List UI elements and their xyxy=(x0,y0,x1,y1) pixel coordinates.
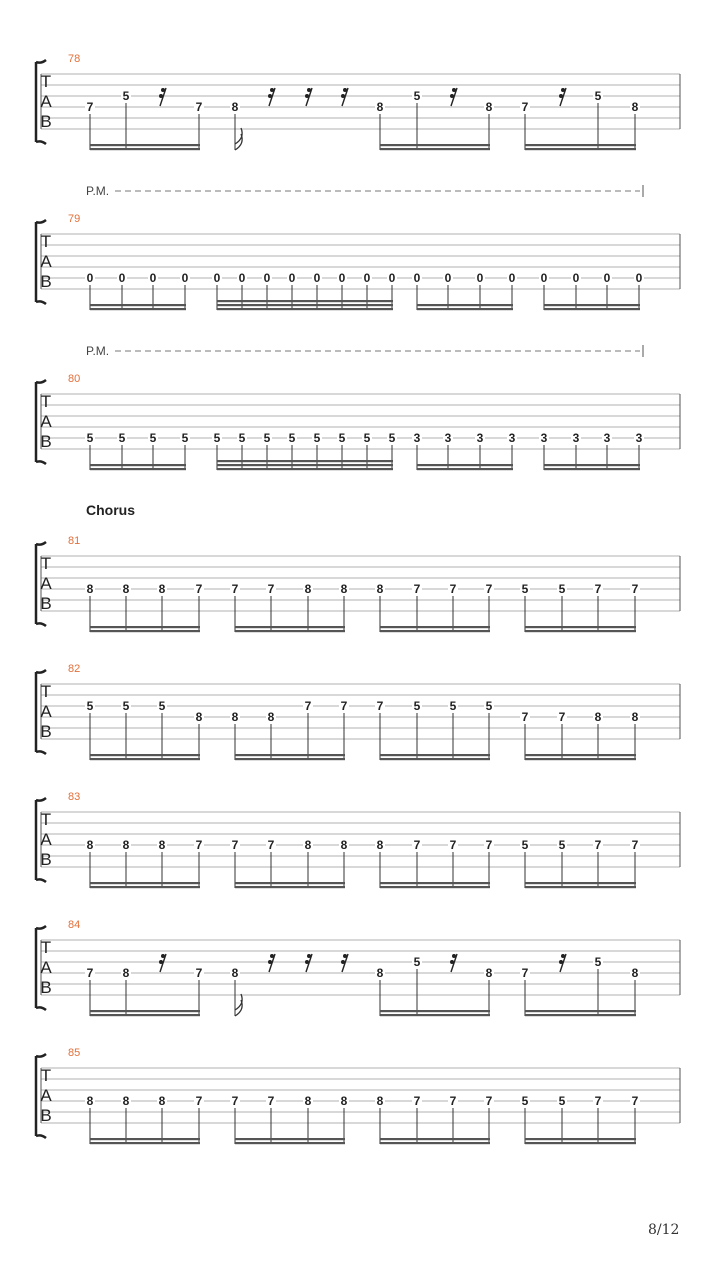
beam xyxy=(90,148,200,150)
bar-number: 79 xyxy=(68,213,81,225)
fret-number: 5 xyxy=(313,431,321,445)
palm-mute-label: P.M. xyxy=(86,184,110,198)
beam xyxy=(417,304,513,306)
fret-number: 0 xyxy=(444,271,452,285)
fret-number: 0 xyxy=(181,271,189,285)
fret-number: 3 xyxy=(540,431,548,445)
tab-clef-letter: T xyxy=(40,232,52,251)
fret-number: 0 xyxy=(313,271,321,285)
fret-number: 8 xyxy=(158,1094,166,1108)
fret-number: 5 xyxy=(521,582,529,596)
beam xyxy=(525,630,636,632)
fret-number: 7 xyxy=(195,966,203,980)
beam xyxy=(525,1142,636,1144)
beam xyxy=(525,886,636,888)
fret-number: 7 xyxy=(195,582,203,596)
fret-number: 0 xyxy=(388,271,396,285)
beam xyxy=(380,144,490,146)
fret-number: 7 xyxy=(413,838,421,852)
fret-number: 8 xyxy=(86,582,94,596)
palm-mute-label: P.M. xyxy=(86,344,110,358)
tab-clef-letter: T xyxy=(40,72,52,91)
note-flag xyxy=(235,994,242,1016)
fret-number: 8 xyxy=(340,838,348,852)
tab-clef-letter: A xyxy=(40,574,52,593)
fret-number: 8 xyxy=(86,838,94,852)
fret-number: 0 xyxy=(263,271,271,285)
fret-number: 7 xyxy=(521,100,529,114)
beam xyxy=(525,758,636,760)
sixteenth-rest xyxy=(159,954,166,972)
tab-clef-letter: A xyxy=(40,830,52,849)
fret-number: 5 xyxy=(122,699,130,713)
fret-number: 3 xyxy=(635,431,643,445)
beam xyxy=(90,754,200,756)
beam xyxy=(380,630,490,632)
fret-number: 5 xyxy=(263,431,271,445)
sixteenth-rest xyxy=(559,88,566,106)
beam xyxy=(417,468,513,470)
fret-number: 7 xyxy=(485,1094,493,1108)
beam xyxy=(544,464,640,466)
fret-number: 8 xyxy=(631,966,639,980)
fret-number: 8 xyxy=(631,100,639,114)
fret-number: 0 xyxy=(603,271,611,285)
fret-number: 7 xyxy=(267,582,275,596)
beam xyxy=(380,1010,490,1012)
fret-number: 0 xyxy=(238,271,246,285)
beam xyxy=(235,882,345,884)
fret-number: 8 xyxy=(340,1094,348,1108)
fret-number: 8 xyxy=(158,582,166,596)
beam xyxy=(235,758,345,760)
section-label: Chorus xyxy=(86,502,135,518)
tab-clef-letter: T xyxy=(40,682,52,701)
beam xyxy=(90,144,200,146)
fret-number: 7 xyxy=(631,582,639,596)
tab-system xyxy=(36,663,680,760)
fret-number: 0 xyxy=(508,271,516,285)
fret-number: 8 xyxy=(376,838,384,852)
tab-clef-letter: A xyxy=(40,958,52,977)
sixteenth-rest xyxy=(268,954,275,972)
tab-clef-letter: B xyxy=(40,112,52,131)
fret-number: 8 xyxy=(122,838,130,852)
fret-number: 5 xyxy=(485,699,493,713)
sixteenth-rest xyxy=(450,954,457,972)
beam xyxy=(90,1014,200,1016)
beam xyxy=(525,882,636,884)
beam xyxy=(90,464,186,466)
page-number: 8/12 xyxy=(648,1222,680,1238)
tab-system xyxy=(36,53,680,150)
fret-number: 5 xyxy=(338,431,346,445)
beam xyxy=(417,308,513,310)
fret-number: 5 xyxy=(149,431,157,445)
beam xyxy=(525,626,636,628)
beam xyxy=(235,1142,345,1144)
beam xyxy=(90,882,200,884)
beam xyxy=(90,1142,200,1144)
fret-number: 7 xyxy=(558,710,566,724)
fret-number: 3 xyxy=(572,431,580,445)
fret-number: 8 xyxy=(376,100,384,114)
tab-clef-letter: A xyxy=(40,1086,52,1105)
tab-clef-letter: B xyxy=(40,272,52,291)
fret-number: 5 xyxy=(388,431,396,445)
fret-number: 5 xyxy=(413,89,421,103)
fret-number: 7 xyxy=(485,582,493,596)
tab-system xyxy=(36,502,680,632)
fret-number: 5 xyxy=(521,838,529,852)
beam xyxy=(90,758,200,760)
fret-number: 8 xyxy=(340,582,348,596)
fret-number: 8 xyxy=(158,838,166,852)
fret-number: 8 xyxy=(122,966,130,980)
fret-number: 5 xyxy=(213,431,221,445)
fret-number: 0 xyxy=(149,271,157,285)
fret-number: 0 xyxy=(413,271,421,285)
beam xyxy=(380,1138,490,1140)
beam xyxy=(544,308,640,310)
fret-number: 7 xyxy=(195,838,203,852)
tab-system xyxy=(36,344,680,470)
bar-number: 83 xyxy=(68,791,81,803)
fret-number: 7 xyxy=(86,966,94,980)
tab-system xyxy=(36,1047,680,1144)
fret-number: 8 xyxy=(231,710,239,724)
beam xyxy=(380,758,490,760)
fret-number: 5 xyxy=(413,955,421,969)
tab-system xyxy=(36,919,680,1016)
fret-number: 7 xyxy=(304,699,312,713)
fret-number: 5 xyxy=(122,89,130,103)
fret-number: 7 xyxy=(267,1094,275,1108)
tab-clef-letter: B xyxy=(40,978,52,997)
fret-number: 8 xyxy=(195,710,203,724)
fret-number: 7 xyxy=(231,1094,239,1108)
tab-clef-letter: T xyxy=(40,1066,52,1085)
fret-number: 0 xyxy=(288,271,296,285)
note-flag xyxy=(235,128,242,150)
fret-number: 8 xyxy=(631,710,639,724)
beam xyxy=(525,1010,636,1012)
sixteenth-rest xyxy=(341,88,348,106)
fret-number: 7 xyxy=(340,699,348,713)
fret-number: 8 xyxy=(304,1094,312,1108)
fret-number: 0 xyxy=(540,271,548,285)
fret-number: 5 xyxy=(118,431,126,445)
beam xyxy=(90,630,200,632)
fret-number: 8 xyxy=(376,582,384,596)
fret-number: 5 xyxy=(238,431,246,445)
beam xyxy=(90,304,186,306)
tab-clef-letter: A xyxy=(40,412,52,431)
beam xyxy=(544,468,640,470)
fret-number: 7 xyxy=(521,710,529,724)
fret-number: 7 xyxy=(594,838,602,852)
fret-number: 5 xyxy=(363,431,371,445)
fret-number: 5 xyxy=(594,89,602,103)
fret-number: 7 xyxy=(86,100,94,114)
fret-number: 0 xyxy=(213,271,221,285)
fret-number: 5 xyxy=(413,699,421,713)
beam xyxy=(235,1138,345,1140)
beam xyxy=(90,1138,200,1140)
fret-number: 7 xyxy=(195,100,203,114)
fret-number: 5 xyxy=(86,431,94,445)
tab-clef-letter: T xyxy=(40,938,52,957)
fret-number: 3 xyxy=(508,431,516,445)
beam xyxy=(90,886,200,888)
fret-number: 7 xyxy=(376,699,384,713)
fret-number: 7 xyxy=(231,582,239,596)
fret-number: 7 xyxy=(485,838,493,852)
sixteenth-rest xyxy=(159,88,166,106)
sixteenth-rest xyxy=(559,954,566,972)
fret-number: 7 xyxy=(413,582,421,596)
fret-number: 8 xyxy=(267,710,275,724)
tab-system xyxy=(36,791,680,888)
fret-number: 8 xyxy=(485,100,493,114)
tab-clef-letter: B xyxy=(40,1106,52,1125)
beam xyxy=(235,754,345,756)
tab-clef-letter: B xyxy=(40,594,52,613)
fret-number: 5 xyxy=(594,955,602,969)
fret-number: 7 xyxy=(231,838,239,852)
fret-number: 8 xyxy=(376,966,384,980)
fret-number: 0 xyxy=(363,271,371,285)
fret-number: 3 xyxy=(444,431,452,445)
fret-number: 8 xyxy=(485,966,493,980)
beam xyxy=(380,626,490,628)
sixteenth-rest xyxy=(305,954,312,972)
fret-number: 7 xyxy=(195,1094,203,1108)
beam xyxy=(380,1014,490,1016)
fret-number: 7 xyxy=(594,1094,602,1108)
fret-number: 7 xyxy=(631,838,639,852)
sixteenth-rest xyxy=(268,88,275,106)
fret-number: 7 xyxy=(449,838,457,852)
beam xyxy=(525,1138,636,1140)
fret-number: 7 xyxy=(449,582,457,596)
beam xyxy=(217,468,393,470)
tab-clef-letter: B xyxy=(40,722,52,741)
beam xyxy=(235,630,345,632)
fret-number: 5 xyxy=(558,582,566,596)
beam xyxy=(380,1142,490,1144)
fret-number: 8 xyxy=(376,1094,384,1108)
tab-clef-letter: T xyxy=(40,810,52,829)
fret-number: 5 xyxy=(521,1094,529,1108)
beam xyxy=(217,460,393,462)
fret-number: 0 xyxy=(476,271,484,285)
fret-number: 7 xyxy=(521,966,529,980)
beam xyxy=(90,308,186,310)
tab-clef-letter: T xyxy=(40,392,52,411)
fret-number: 0 xyxy=(635,271,643,285)
beam xyxy=(235,886,345,888)
fret-number: 0 xyxy=(118,271,126,285)
fret-number: 5 xyxy=(558,838,566,852)
fret-number: 7 xyxy=(631,1094,639,1108)
fret-number: 5 xyxy=(288,431,296,445)
fret-number: 3 xyxy=(476,431,484,445)
beam xyxy=(90,1010,200,1012)
tab-clef-letter: A xyxy=(40,252,52,271)
beam xyxy=(217,308,393,310)
fret-number: 8 xyxy=(86,1094,94,1108)
bar-number: 82 xyxy=(68,663,81,675)
fret-number: 0 xyxy=(338,271,346,285)
fret-number: 7 xyxy=(594,582,602,596)
tab-system xyxy=(36,184,680,310)
beam xyxy=(525,148,636,150)
fret-number: 0 xyxy=(572,271,580,285)
beam xyxy=(525,754,636,756)
fret-number: 5 xyxy=(449,699,457,713)
fret-number: 8 xyxy=(594,710,602,724)
sixteenth-rest xyxy=(305,88,312,106)
beam xyxy=(380,882,490,884)
fret-number: 5 xyxy=(86,699,94,713)
fret-number: 8 xyxy=(304,582,312,596)
beam xyxy=(544,304,640,306)
fret-number: 7 xyxy=(267,838,275,852)
tab-clef-letter: B xyxy=(40,432,52,451)
fret-number: 8 xyxy=(122,582,130,596)
fret-number: 5 xyxy=(558,1094,566,1108)
fret-number: 8 xyxy=(304,838,312,852)
bar-number: 78 xyxy=(68,53,81,65)
beam xyxy=(90,626,200,628)
beam xyxy=(217,464,393,466)
beam xyxy=(380,148,490,150)
bar-number: 85 xyxy=(68,1047,81,1059)
beam xyxy=(525,1014,636,1016)
beam xyxy=(380,886,490,888)
tab-clef-letter: A xyxy=(40,702,52,721)
tab-clef-letter: B xyxy=(40,850,52,869)
beam xyxy=(380,754,490,756)
fret-number: 0 xyxy=(86,271,94,285)
fret-number: 3 xyxy=(413,431,421,445)
bar-number: 81 xyxy=(68,535,81,547)
fret-number: 5 xyxy=(158,699,166,713)
fret-number: 5 xyxy=(181,431,189,445)
beam xyxy=(217,300,393,302)
tab-clef-letter: A xyxy=(40,92,52,111)
sixteenth-rest xyxy=(450,88,457,106)
fret-number: 7 xyxy=(449,1094,457,1108)
fret-number: 8 xyxy=(231,100,239,114)
bar-number: 80 xyxy=(68,373,81,385)
tab-clef-letter: T xyxy=(40,554,52,573)
fret-number: 8 xyxy=(231,966,239,980)
beam xyxy=(90,468,186,470)
fret-number: 3 xyxy=(603,431,611,445)
sixteenth-rest xyxy=(341,954,348,972)
beam xyxy=(525,144,636,146)
beam xyxy=(217,304,393,306)
fret-number: 7 xyxy=(413,1094,421,1108)
bar-number: 84 xyxy=(68,919,81,931)
fret-number: 8 xyxy=(122,1094,130,1108)
beam xyxy=(235,626,345,628)
beam xyxy=(417,464,513,466)
